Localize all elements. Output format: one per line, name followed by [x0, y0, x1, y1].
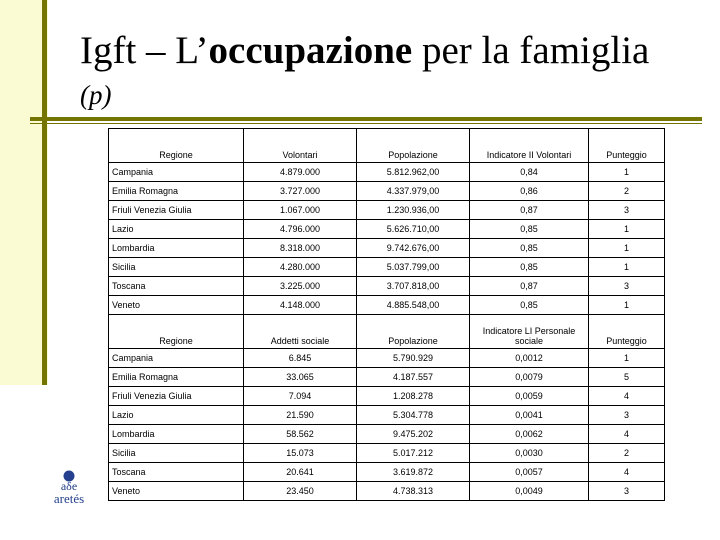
value-cell: 4.337.979,00 — [357, 182, 470, 201]
value-cell: 0,85 — [470, 220, 589, 239]
region-cell: Veneto — [109, 296, 244, 315]
title-rule-thin — [30, 123, 702, 124]
region-cell: Sicilia — [109, 444, 244, 463]
value-cell: 3 — [589, 201, 665, 220]
value-cell: 5.812.962,00 — [357, 163, 470, 182]
table1-header-cell: Indicatore II Volontari — [470, 129, 589, 163]
table-row — [109, 239, 665, 258]
region-cell: Toscana — [109, 277, 244, 296]
value-cell: 33.065 — [244, 368, 357, 387]
value-cell: 4.280.000 — [244, 258, 357, 277]
value-cell: 58.562 — [244, 425, 357, 444]
value-cell: 3.727.000 — [244, 182, 357, 201]
value-cell: 4.148.000 — [244, 296, 357, 315]
value-cell: 8.318.000 — [244, 239, 357, 258]
title-part-2: per la famiglia — [412, 29, 650, 72]
value-cell: 4 — [589, 425, 665, 444]
value-cell: 0,0059 — [470, 387, 589, 406]
value-cell: 23.450 — [244, 482, 357, 501]
table-row — [109, 201, 665, 220]
value-cell: 5.626.710,00 — [357, 220, 470, 239]
left-decoration-bar — [0, 0, 48, 385]
value-cell: 0,0049 — [470, 482, 589, 501]
table1-header-cell: Punteggio — [589, 129, 665, 163]
region-cell: Lombardia — [109, 239, 244, 258]
value-cell: 0,0062 — [470, 425, 589, 444]
value-cell: 1 — [589, 220, 665, 239]
slide-title — [80, 28, 649, 73]
logo-text: aretés — [53, 491, 85, 506]
value-cell: 1 — [589, 258, 665, 277]
table2-body — [109, 315, 665, 501]
value-cell: 0,87 — [470, 277, 589, 296]
table1-body — [109, 129, 665, 315]
value-cell: 4.738.313 — [357, 482, 470, 501]
table2-header-cell: Indicatore LI Personale sociale — [470, 315, 589, 349]
value-cell: 5.017.212 — [357, 444, 470, 463]
value-cell: 21.590 — [244, 406, 357, 425]
table-row — [109, 482, 665, 501]
table-row — [109, 296, 665, 315]
value-cell: 4.885.548,00 — [357, 296, 470, 315]
value-cell: 20.641 — [244, 463, 357, 482]
region-cell: Veneto — [109, 482, 244, 501]
value-cell: 1 — [589, 239, 665, 258]
table-row — [109, 349, 665, 368]
value-cell: 0,84 — [470, 163, 589, 182]
value-cell: 0,0012 — [470, 349, 589, 368]
value-cell: 7.094 — [244, 387, 357, 406]
value-cell: 5.304.778 — [357, 406, 470, 425]
value-cell: 5 — [589, 368, 665, 387]
table-row — [109, 425, 665, 444]
value-cell: 5.037.799,00 — [357, 258, 470, 277]
table-row — [109, 220, 665, 239]
region-cell: Emilia Romagna — [109, 182, 244, 201]
value-cell: 0,0057 — [470, 463, 589, 482]
value-cell: 0,85 — [470, 239, 589, 258]
value-cell: 1 — [589, 296, 665, 315]
value-cell: 1 — [589, 349, 665, 368]
region-cell: Lazio — [109, 220, 244, 239]
table2-header-cell: Popolazione — [357, 315, 470, 349]
value-cell: 1.208.278 — [357, 387, 470, 406]
table1-header-row — [109, 129, 665, 163]
value-cell: 4 — [589, 463, 665, 482]
title-bold-word: occupazione — [208, 29, 413, 72]
region-cell: Toscana — [109, 463, 244, 482]
slide-subtitle: (p) — [80, 80, 112, 110]
value-cell: 15.073 — [244, 444, 357, 463]
table-row — [109, 277, 665, 296]
left-decoration-line — [42, 0, 47, 385]
region-cell: Friuli Venezia Giulia — [109, 201, 244, 220]
value-cell: 4.187.557 — [357, 368, 470, 387]
value-cell: 4.796.000 — [244, 220, 357, 239]
table-row — [109, 163, 665, 182]
value-cell: 3 — [589, 277, 665, 296]
region-cell: Emilia Romagna — [109, 368, 244, 387]
value-cell: 0,85 — [470, 258, 589, 277]
value-cell: 3 — [589, 482, 665, 501]
value-cell: 4.879.000 — [244, 163, 357, 182]
value-cell: 5.790.929 — [357, 349, 470, 368]
value-cell: 0,0079 — [470, 368, 589, 387]
value-cell: 1 — [589, 163, 665, 182]
table-row — [109, 444, 665, 463]
table1-header-cell: Regione — [109, 129, 244, 163]
value-cell: 3.225.000 — [244, 277, 357, 296]
table-row — [109, 387, 665, 406]
title-rule-thick — [30, 117, 702, 121]
region-cell: Campania — [109, 349, 244, 368]
value-cell: 3.619.872 — [357, 463, 470, 482]
table2-header-cell: Regione — [109, 315, 244, 349]
region-cell: Campania — [109, 163, 244, 182]
value-cell: 0,0041 — [470, 406, 589, 425]
table-row — [109, 368, 665, 387]
region-cell: Lazio — [109, 406, 244, 425]
value-cell: 2 — [589, 444, 665, 463]
value-cell: 2 — [589, 182, 665, 201]
value-cell: 0,87 — [470, 201, 589, 220]
value-cell: 1.230.936,00 — [357, 201, 470, 220]
value-cell: 3.707.818,00 — [357, 277, 470, 296]
value-cell: 3 — [589, 406, 665, 425]
title-part-1: Igft – L’ — [80, 29, 209, 72]
table1-header-cell: Volontari — [244, 129, 357, 163]
table-row — [109, 182, 665, 201]
value-cell: 0,0030 — [470, 444, 589, 463]
logo-mark-text: aδe — [60, 479, 78, 493]
value-cell: 9.475.202 — [357, 425, 470, 444]
value-cell: 0,85 — [470, 296, 589, 315]
table2-header-cell: Addetti sociale — [244, 315, 357, 349]
region-cell: Friuli Venezia Giulia — [109, 387, 244, 406]
value-cell: 0,86 — [470, 182, 589, 201]
table2-header-row — [109, 315, 665, 349]
table-row — [109, 258, 665, 277]
indicator-table — [108, 128, 665, 501]
table1-header-cell: Popolazione — [357, 129, 470, 163]
value-cell: 6.845 — [244, 349, 357, 368]
table-row — [109, 463, 665, 482]
value-cell: 1.067.000 — [244, 201, 357, 220]
value-cell: 4 — [589, 387, 665, 406]
table2-header-cell: Punteggio — [589, 315, 665, 349]
region-cell: Lombardia — [109, 425, 244, 444]
value-cell: 9.742.676,00 — [357, 239, 470, 258]
table-row — [109, 406, 665, 425]
region-cell: Sicilia — [109, 258, 244, 277]
